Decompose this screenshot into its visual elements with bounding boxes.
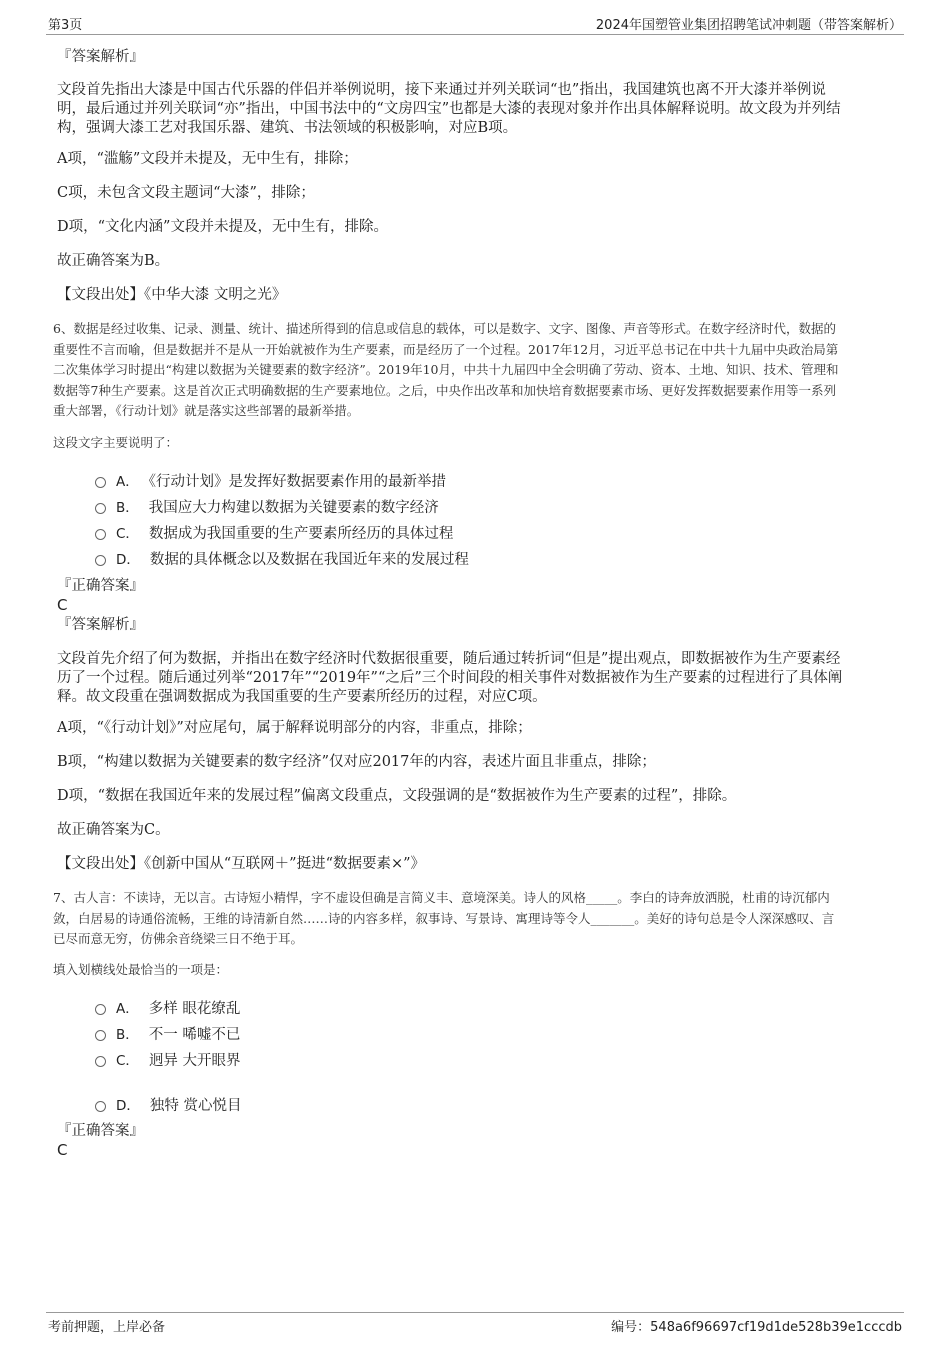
option-text: 多样 眼花缭乱 (148, 1001, 241, 1017)
option-text: 数据成为我国重要的生产要素所经历的具体过程 (148, 526, 454, 542)
q6-answer-label: 『正确答案』 (57, 578, 144, 594)
q7-stem-line: 7、古人言：不读诗，无以言。古诗短小精悍，字不虚设但确是言简义丰、意境深美。诗人的风格_____。李白的诗奔放洒脱，杜甫的诗沉郁内 (53, 890, 830, 905)
q6-stem-line: 重大部署，《行动计划》就是落实这些部署的最新举措。 (53, 403, 360, 418)
q6-prompt: 这段文字主要说明了： (53, 435, 179, 450)
document-id: 编号：548a6f96697cf19d1de528b39e1cccdb (611, 1320, 902, 1335)
q5-conclusion: 故正确答案为B。 (57, 253, 170, 269)
option-text: 我国应大力构建以数据为关键要素的数字经济 (148, 500, 439, 516)
q6-stem (53, 319, 903, 422)
page-number: 第3页 (48, 18, 83, 33)
q6-answer: C (57, 596, 68, 614)
q7-answer: C (57, 1141, 68, 1159)
q6-option-c[interactable]: C． 数据成为我国重要的生产要素所经历的具体过程 (95, 522, 453, 542)
q6-analysis-label: 『答案解析』 (57, 617, 144, 633)
q6-option-b[interactable]: B． 我国应大力构建以数据为关键要素的数字经济 (95, 496, 439, 516)
q6-stem-line: 重要性不言而喻，但是数据并不是从一开始就被作为生产要素，而是经历了一个过程。2017年12月，习近平总书记在中共十九届中央政治局第 (53, 341, 839, 357)
q6-option-d[interactable]: D． 数据的具体概念以及数据在我国近年来的发展过程 (95, 548, 469, 568)
radio-icon[interactable] (95, 1101, 106, 1112)
q6-analysis-line: 文段首先介绍了何为数据，并指出在数字经济时代数据很重要，随后通过转折词“但是”提出观点，即数据被作为生产要素经 (57, 651, 841, 667)
option-text: 迥异 大开眼界 (148, 1053, 241, 1069)
q5-option-d-note: D项，“文化内涵”文段并未提及，无中生有，排除。 (57, 219, 388, 235)
radio-icon[interactable] (95, 1056, 106, 1067)
q6-stem-line: 数据等7种生产要素。这是首次正式明确数据的生产要素地位。之后，中央作出改革和加快培育数据要素市场、更好发挥数据要素作用等一系列 (53, 382, 836, 398)
q6-option-d-note: D项，“数据在我国近年来的发展过程”偏离文段重点，文段强调的是“数据被作为生产要素的过程”，排除。 (57, 788, 737, 804)
radio-icon[interactable] (95, 555, 106, 566)
option-text: 《行动计划》是发挥好数据要素作用的最新举措 (148, 474, 446, 490)
q7-prompt: 填入划横线处最恰当的一项是： (53, 962, 229, 977)
radio-icon[interactable] (95, 503, 106, 514)
q6-source: 【文段出处】《创新中国从“互联网＋”挺进“数据要素×”》 (57, 856, 426, 872)
q6-analysis-line: 释。故文段重在强调数据成为我国重要的生产要素所经历的过程，对应C项。 (57, 689, 547, 705)
q5-analysis-label: 『答案解析』 (57, 49, 144, 65)
option-text: 独特 赏心悦目 (149, 1098, 242, 1114)
page-header (46, 14, 904, 35)
option-text: 数据的具体概念以及数据在我国近年来的发展过程 (149, 552, 469, 568)
q6-analysis-line: 历了一个过程。随后通过列举“2017年”“2019年”“之后”三个时间段的相关事件对数据被作为生产要素的过程进行了具体阐 (57, 670, 843, 686)
document-title: 2024年国塑管业集团招聘笔试冲刺题（带答案解析） (595, 18, 902, 33)
q7-option-a[interactable]: A． 多样 眼花缭乱 (95, 997, 240, 1017)
q6-stem-line: 二次集体学习时提出“构建以数据为关键要素的数字经济”。2019年10月，中共十九届四中全会明确了劳动、资本、土地、知识、技术、管理和 (53, 362, 839, 377)
q5-analysis-line: 构，强调大漆工艺对我国乐器、建筑、书法领域的积极影响，对应B项。 (57, 120, 518, 136)
q6-stem-line: 6、数据是经过收集、记录、测量、统计、描述所得到的信息或信息的载体，可以是数字、文字、图像、声音等形式。在数字经济时代，数据的 (53, 321, 836, 336)
q5-option-a-note: A项，“滥觞”文段并未提及，无中生有，排除； (57, 151, 358, 167)
q7-stem-line: 已尽而意无穷，仿佛余音绕梁三日不绝于耳。 (53, 931, 304, 946)
option-text: 不一 唏嘘不已 (148, 1027, 241, 1043)
q7-option-d[interactable]: D． 独特 赏心悦目 (95, 1094, 242, 1114)
radio-icon[interactable] (95, 1030, 106, 1041)
q6-option-a[interactable]: A． 《行动计划》是发挥好数据要素作用的最新举措 (95, 470, 446, 490)
page-footer (46, 1312, 904, 1338)
q7-option-b[interactable]: B． 不一 唏嘘不已 (95, 1023, 240, 1043)
q6-conclusion: 故正确答案为C。 (57, 822, 170, 838)
q5-source: 【文段出处】《中华大漆 文明之光》 (57, 287, 287, 303)
radio-icon[interactable] (95, 1004, 106, 1015)
q7-stem-line: 敛，白居易的诗通俗流畅，王维的诗清新自然……诗的内容多样，叙事诗、写景诗、寓理诗等令人_______。美好的诗句总是令人深深感叹、言 (53, 910, 835, 926)
q6-option-b-note: B项，“构建以数据为关键要素的数字经济”仅对应2017年的内容，表述片面且非重点，排除； (57, 754, 656, 770)
footer-slogan: 考前押题，上岸必备 (48, 1320, 166, 1335)
radio-icon[interactable] (95, 477, 106, 488)
q5-option-c-note: C项，未包含文段主题词“大漆”，排除； (57, 185, 315, 201)
q5-analysis-line: 文段首先指出大漆是中国古代乐器的伴侣并举例说明，接下来通过并列关联词“也”指出，我国建筑也离不开大漆并举例说 (57, 82, 826, 98)
q7-option-c[interactable]: C． 迥异 大开眼界 (95, 1049, 241, 1069)
q6-option-a-note: A项，“《行动计划》”对应尾句，属于解释说明部分的内容，非重点，排除； (57, 720, 532, 736)
q6-analysis (57, 650, 897, 707)
q5-analysis (57, 81, 897, 138)
q7-answer-label: 『正确答案』 (57, 1123, 144, 1139)
radio-icon[interactable] (95, 529, 106, 540)
q7-stem (53, 888, 903, 950)
q5-analysis-line: 明，最后通过并列关联词“亦”指出，中国书法中的“文房四宝”也都是大漆的表现对象并作出具体解释说明。故文段为并列结 (57, 101, 841, 117)
